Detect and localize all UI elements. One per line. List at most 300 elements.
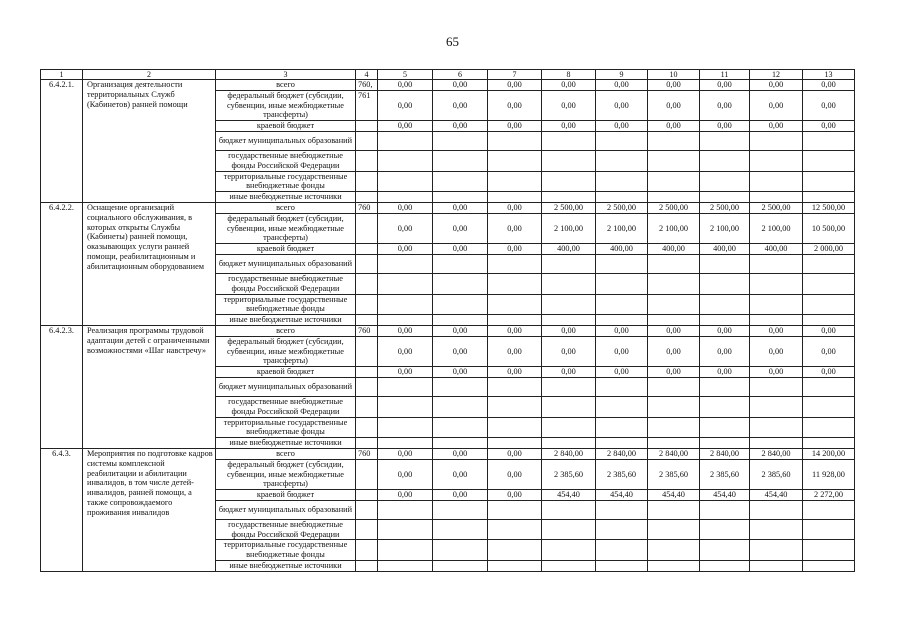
- amount-col-10: [648, 417, 700, 438]
- funding-source: иные внебюджетные источники: [216, 315, 356, 326]
- amount-col-7: 0,00: [488, 80, 542, 91]
- column-4-code: [356, 367, 378, 378]
- amount-col-10: [648, 294, 700, 315]
- funding-source: федеральный бюджет (субсидии, субвенции, иные межбюджетные трансферты): [216, 336, 356, 366]
- amount-col-13: 0,00: [803, 121, 855, 132]
- amount-col-12: 0,00: [750, 336, 803, 366]
- amount-col-6: 0,00: [433, 367, 488, 378]
- amount-col-13: [803, 438, 855, 449]
- amount-col-12: [750, 171, 803, 192]
- amount-col-10: [648, 519, 700, 540]
- amount-col-5: [378, 396, 433, 417]
- amount-col-8: [542, 150, 596, 171]
- column-4-code: 760: [356, 448, 378, 459]
- amount-col-9: [596, 254, 648, 273]
- amount-col-13: [803, 315, 855, 326]
- column-4-code: [356, 131, 378, 150]
- amount-col-7: 0,00: [488, 202, 542, 213]
- amount-col-5: [378, 438, 433, 449]
- amount-col-11: 2 500,00: [700, 202, 750, 213]
- funding-source: государственные внебюджетные фонды Российской Федерации: [216, 150, 356, 171]
- amount-col-5: 0,00: [378, 459, 433, 489]
- amount-col-11: [700, 294, 750, 315]
- amount-col-5: 0,00: [378, 448, 433, 459]
- amount-col-13: [803, 294, 855, 315]
- budget-table: [40, 69, 855, 572]
- measure-name: Оснащение организаций социального обслуживания, в которых открыты Службы (Кабинеты) ранней помощи, оказывающих услуги ранней помощи, реабилитационным и абилитационным оборудованием: [83, 202, 216, 325]
- header-cell-4: 4: [356, 70, 378, 80]
- amount-col-5: [378, 377, 433, 396]
- column-4-code: 761: [356, 90, 378, 120]
- amount-col-6: 0,00: [433, 202, 488, 213]
- amount-col-11: [700, 540, 750, 561]
- header-cell-3: 3: [216, 70, 356, 80]
- column-4-code: 760,: [356, 80, 378, 91]
- amount-col-6: [433, 561, 488, 572]
- amount-col-6: [433, 396, 488, 417]
- measure-code: 6.4.2.3.: [41, 325, 83, 448]
- amount-col-8: 0,00: [542, 367, 596, 378]
- amount-col-12: 0,00: [750, 367, 803, 378]
- amount-col-10: [648, 192, 700, 203]
- amount-col-6: 0,00: [433, 244, 488, 255]
- funding-source: территориальные государственные внебюджетные фонды: [216, 417, 356, 438]
- amount-col-11: 454,40: [700, 490, 750, 501]
- amount-col-7: [488, 561, 542, 572]
- amount-col-10: [648, 315, 700, 326]
- amount-col-8: [542, 377, 596, 396]
- amount-col-10: 2 385,60: [648, 459, 700, 489]
- amount-col-8: [542, 131, 596, 150]
- amount-col-11: [700, 254, 750, 273]
- amount-col-13: 0,00: [803, 336, 855, 366]
- amount-col-13: [803, 396, 855, 417]
- amount-col-13: [803, 540, 855, 561]
- amount-col-6: 0,00: [433, 490, 488, 501]
- funding-source: федеральный бюджет (субсидии, субвенции, иные межбюджетные трансферты): [216, 213, 356, 243]
- amount-col-9: [596, 417, 648, 438]
- amount-col-10: [648, 131, 700, 150]
- amount-col-7: [488, 377, 542, 396]
- amount-col-9: 0,00: [596, 90, 648, 120]
- header-cell-13: 13: [803, 70, 855, 80]
- funding-source: бюджет муниципальных образований: [216, 500, 356, 519]
- table-row: [41, 202, 855, 213]
- page-number: 65: [446, 34, 459, 49]
- amount-col-8: [542, 417, 596, 438]
- amount-col-6: 0,00: [433, 459, 488, 489]
- amount-col-6: 0,00: [433, 80, 488, 91]
- amount-col-7: 0,00: [488, 121, 542, 132]
- amount-col-12: 454,40: [750, 490, 803, 501]
- column-4-code: [356, 171, 378, 192]
- amount-col-9: 454,40: [596, 490, 648, 501]
- amount-col-13: 0,00: [803, 80, 855, 91]
- amount-col-6: [433, 315, 488, 326]
- amount-col-10: [648, 500, 700, 519]
- amount-col-8: 0,00: [542, 336, 596, 366]
- funding-source: краевой бюджет: [216, 244, 356, 255]
- funding-source: всего: [216, 325, 356, 336]
- amount-col-8: [542, 500, 596, 519]
- amount-col-5: [378, 273, 433, 294]
- amount-col-9: 400,00: [596, 244, 648, 255]
- amount-col-5: 0,00: [378, 90, 433, 120]
- amount-col-6: [433, 500, 488, 519]
- amount-col-8: [542, 254, 596, 273]
- amount-col-6: [433, 294, 488, 315]
- amount-col-13: [803, 377, 855, 396]
- funding-source: бюджет муниципальных образований: [216, 254, 356, 273]
- amount-col-7: 0,00: [488, 244, 542, 255]
- amount-col-8: 0,00: [542, 90, 596, 120]
- amount-col-12: [750, 294, 803, 315]
- amount-col-8: 454,40: [542, 490, 596, 501]
- amount-col-5: 0,00: [378, 490, 433, 501]
- amount-col-9: 0,00: [596, 325, 648, 336]
- amount-col-6: [433, 150, 488, 171]
- amount-col-12: 2 100,00: [750, 213, 803, 243]
- amount-col-11: 2 100,00: [700, 213, 750, 243]
- amount-col-6: 0,00: [433, 336, 488, 366]
- column-4-code: [356, 490, 378, 501]
- amount-col-9: 0,00: [596, 121, 648, 132]
- amount-col-7: [488, 438, 542, 449]
- amount-col-5: 0,00: [378, 213, 433, 243]
- measure-code: 6.4.3.: [41, 448, 83, 571]
- amount-col-12: [750, 438, 803, 449]
- amount-col-12: 2 840,00: [750, 448, 803, 459]
- funding-source: краевой бюджет: [216, 121, 356, 132]
- column-4-code: 760: [356, 325, 378, 336]
- funding-source: краевой бюджет: [216, 367, 356, 378]
- amount-col-10: [648, 377, 700, 396]
- amount-col-12: 2 500,00: [750, 202, 803, 213]
- amount-col-11: [700, 500, 750, 519]
- header-cell-9: 9: [596, 70, 648, 80]
- amount-col-8: 2 500,00: [542, 202, 596, 213]
- amount-col-11: [700, 273, 750, 294]
- amount-col-12: [750, 540, 803, 561]
- amount-col-10: [648, 438, 700, 449]
- amount-col-5: [378, 171, 433, 192]
- amount-col-12: [750, 396, 803, 417]
- funding-source: территориальные государственные внебюджетные фонды: [216, 540, 356, 561]
- amount-col-13: [803, 254, 855, 273]
- amount-col-11: [700, 519, 750, 540]
- measure-name: Мероприятия по подготовке кадров системы комплексной реабилитации и абилитации инвалидов, в том числе детей-инвалидов, ранней помощи, а также сопровождаемого проживания инвалидов: [83, 448, 216, 571]
- funding-source: государственные внебюджетные фонды Российской Федерации: [216, 396, 356, 417]
- amount-col-9: [596, 396, 648, 417]
- amount-col-10: [648, 171, 700, 192]
- amount-col-9: 2 500,00: [596, 202, 648, 213]
- column-4-code: [356, 540, 378, 561]
- amount-col-12: 2 385,60: [750, 459, 803, 489]
- amount-col-8: 0,00: [542, 325, 596, 336]
- amount-col-12: [750, 192, 803, 203]
- header-cell-5: 5: [378, 70, 433, 80]
- amount-col-9: [596, 315, 648, 326]
- amount-col-5: [378, 254, 433, 273]
- amount-col-10: [648, 540, 700, 561]
- amount-col-5: 0,00: [378, 336, 433, 366]
- funding-source: бюджет муниципальных образований: [216, 131, 356, 150]
- amount-col-11: 2 840,00: [700, 448, 750, 459]
- amount-col-8: 2 840,00: [542, 448, 596, 459]
- amount-col-5: [378, 540, 433, 561]
- table-body: [41, 70, 855, 572]
- amount-col-13: 0,00: [803, 90, 855, 120]
- column-4-code: [356, 377, 378, 396]
- amount-col-8: 400,00: [542, 244, 596, 255]
- amount-col-11: 0,00: [700, 367, 750, 378]
- amount-col-12: [750, 315, 803, 326]
- amount-col-5: 0,00: [378, 80, 433, 91]
- funding-source: иные внебюджетные источники: [216, 192, 356, 203]
- amount-col-6: [433, 192, 488, 203]
- amount-col-6: [433, 377, 488, 396]
- amount-col-11: 0,00: [700, 121, 750, 132]
- amount-col-8: [542, 540, 596, 561]
- amount-col-12: 0,00: [750, 90, 803, 120]
- amount-col-7: [488, 254, 542, 273]
- amount-col-6: 0,00: [433, 213, 488, 243]
- amount-col-5: [378, 131, 433, 150]
- amount-col-8: 0,00: [542, 121, 596, 132]
- amount-col-7: 0,00: [488, 448, 542, 459]
- amount-col-13: [803, 131, 855, 150]
- amount-col-10: 400,00: [648, 244, 700, 255]
- amount-col-5: [378, 417, 433, 438]
- amount-col-9: [596, 519, 648, 540]
- amount-col-9: [596, 171, 648, 192]
- amount-col-11: [700, 438, 750, 449]
- amount-col-9: [596, 273, 648, 294]
- column-4-code: [356, 438, 378, 449]
- amount-col-5: [378, 500, 433, 519]
- amount-col-6: [433, 171, 488, 192]
- amount-col-9: 0,00: [596, 336, 648, 366]
- column-4-code: [356, 121, 378, 132]
- amount-col-13: [803, 519, 855, 540]
- amount-col-8: [542, 396, 596, 417]
- amount-col-7: [488, 273, 542, 294]
- amount-col-7: [488, 500, 542, 519]
- amount-col-8: [542, 315, 596, 326]
- amount-col-8: 2 100,00: [542, 213, 596, 243]
- amount-col-12: 400,00: [750, 244, 803, 255]
- amount-col-13: [803, 417, 855, 438]
- column-4-code: [356, 396, 378, 417]
- amount-col-13: 10 500,00: [803, 213, 855, 243]
- amount-col-5: 0,00: [378, 121, 433, 132]
- amount-col-8: [542, 294, 596, 315]
- amount-col-7: 0,00: [488, 90, 542, 120]
- column-4-code: [356, 459, 378, 489]
- amount-col-10: [648, 396, 700, 417]
- funding-source: всего: [216, 448, 356, 459]
- column-4-code: [356, 254, 378, 273]
- amount-col-13: 0,00: [803, 325, 855, 336]
- amount-col-13: [803, 273, 855, 294]
- table-row: [41, 80, 855, 91]
- amount-col-5: 0,00: [378, 367, 433, 378]
- column-4-code: [356, 273, 378, 294]
- amount-col-6: 0,00: [433, 448, 488, 459]
- amount-col-9: 0,00: [596, 80, 648, 91]
- amount-col-7: [488, 396, 542, 417]
- funding-source: всего: [216, 80, 356, 91]
- amount-col-8: 2 385,60: [542, 459, 596, 489]
- amount-col-12: [750, 417, 803, 438]
- amount-col-10: 0,00: [648, 121, 700, 132]
- amount-col-11: [700, 417, 750, 438]
- amount-col-9: [596, 377, 648, 396]
- amount-col-13: 14 200,00: [803, 448, 855, 459]
- amount-col-5: [378, 315, 433, 326]
- amount-col-7: [488, 192, 542, 203]
- funding-source: краевой бюджет: [216, 490, 356, 501]
- amount-col-10: 0,00: [648, 367, 700, 378]
- amount-col-11: 0,00: [700, 336, 750, 366]
- funding-source: бюджет муниципальных образований: [216, 377, 356, 396]
- amount-col-8: [542, 519, 596, 540]
- amount-col-10: [648, 561, 700, 572]
- amount-col-12: [750, 377, 803, 396]
- amount-col-5: [378, 192, 433, 203]
- funding-source: иные внебюджетные источники: [216, 561, 356, 572]
- amount-col-5: [378, 294, 433, 315]
- amount-col-9: 0,00: [596, 367, 648, 378]
- amount-col-10: 0,00: [648, 325, 700, 336]
- amount-col-7: [488, 294, 542, 315]
- amount-col-8: [542, 561, 596, 572]
- amount-col-13: 11 928,00: [803, 459, 855, 489]
- amount-col-6: 0,00: [433, 90, 488, 120]
- amount-col-11: [700, 192, 750, 203]
- amount-col-12: [750, 150, 803, 171]
- amount-col-10: 2 840,00: [648, 448, 700, 459]
- amount-col-13: [803, 500, 855, 519]
- amount-col-6: 0,00: [433, 121, 488, 132]
- amount-col-11: [700, 396, 750, 417]
- amount-col-10: [648, 273, 700, 294]
- amount-col-13: 2 272,00: [803, 490, 855, 501]
- amount-col-11: 2 385,60: [700, 459, 750, 489]
- amount-col-8: [542, 438, 596, 449]
- header-cell-1: 1: [41, 70, 83, 80]
- amount-col-13: [803, 171, 855, 192]
- amount-col-10: [648, 150, 700, 171]
- amount-col-6: [433, 438, 488, 449]
- amount-col-9: [596, 438, 648, 449]
- funding-source: государственные внебюджетные фонды Российской Федерации: [216, 273, 356, 294]
- funding-source: государственные внебюджетные фонды Российской Федерации: [216, 519, 356, 540]
- amount-col-6: [433, 417, 488, 438]
- amount-col-7: 0,00: [488, 490, 542, 501]
- amount-col-8: [542, 171, 596, 192]
- amount-col-5: [378, 561, 433, 572]
- funding-source: всего: [216, 202, 356, 213]
- amount-col-9: 2 100,00: [596, 213, 648, 243]
- amount-col-8: [542, 273, 596, 294]
- amount-col-10: 2 100,00: [648, 213, 700, 243]
- amount-col-11: [700, 150, 750, 171]
- amount-col-9: [596, 192, 648, 203]
- amount-col-12: [750, 131, 803, 150]
- header-cell-10: 10: [648, 70, 700, 80]
- amount-col-8: 0,00: [542, 80, 596, 91]
- amount-col-7: [488, 315, 542, 326]
- amount-col-11: 0,00: [700, 325, 750, 336]
- amount-col-12: 0,00: [750, 325, 803, 336]
- amount-col-7: [488, 519, 542, 540]
- funding-source: федеральный бюджет (субсидии, субвенции, иные межбюджетные трансферты): [216, 459, 356, 489]
- amount-col-12: [750, 519, 803, 540]
- column-4-code: [356, 561, 378, 572]
- table-row: [41, 448, 855, 459]
- measure-code: 6.4.2.1.: [41, 80, 83, 203]
- measure-code: 6.4.2.2.: [41, 202, 83, 325]
- amount-col-7: [488, 131, 542, 150]
- amount-col-5: 0,00: [378, 244, 433, 255]
- amount-col-7: 0,00: [488, 336, 542, 366]
- column-4-code: [356, 244, 378, 255]
- amount-col-7: 0,00: [488, 325, 542, 336]
- amount-col-11: [700, 561, 750, 572]
- measure-name: Реализация программы трудовой адаптации детей с ограниченными возможностями «Шаг навстречу»: [83, 325, 216, 448]
- amount-col-6: [433, 254, 488, 273]
- column-4-code: 760: [356, 202, 378, 213]
- amount-col-11: [700, 315, 750, 326]
- amount-col-12: 0,00: [750, 121, 803, 132]
- header-cell-12: 12: [750, 70, 803, 80]
- amount-col-13: 2 000,00: [803, 244, 855, 255]
- amount-col-12: 0,00: [750, 80, 803, 91]
- amount-col-13: 12 500,00: [803, 202, 855, 213]
- amount-col-13: 0,00: [803, 367, 855, 378]
- amount-col-5: [378, 519, 433, 540]
- amount-col-12: [750, 273, 803, 294]
- funding-source: федеральный бюджет (субсидии, субвенции, иные межбюджетные трансферты): [216, 90, 356, 120]
- amount-col-7: 0,00: [488, 367, 542, 378]
- funding-source: территориальные государственные внебюджетные фонды: [216, 171, 356, 192]
- amount-col-9: [596, 540, 648, 561]
- header-cell-6: 6: [433, 70, 488, 80]
- funding-source: территориальные государственные внебюджетные фонды: [216, 294, 356, 315]
- header-cell-7: 7: [488, 70, 542, 80]
- amount-col-10: 0,00: [648, 90, 700, 120]
- amount-col-12: [750, 254, 803, 273]
- amount-col-12: [750, 500, 803, 519]
- header-cell-8: 8: [542, 70, 596, 80]
- amount-col-9: [596, 131, 648, 150]
- amount-col-7: 0,00: [488, 213, 542, 243]
- amount-col-12: [750, 561, 803, 572]
- column-4-code: [356, 192, 378, 203]
- amount-col-13: [803, 192, 855, 203]
- header-cell-11: 11: [700, 70, 750, 80]
- amount-col-8: [542, 192, 596, 203]
- header-row: [41, 70, 855, 80]
- amount-col-9: [596, 294, 648, 315]
- amount-col-5: [378, 150, 433, 171]
- amount-col-11: 400,00: [700, 244, 750, 255]
- amount-col-11: 0,00: [700, 90, 750, 120]
- amount-col-6: [433, 131, 488, 150]
- amount-col-9: [596, 500, 648, 519]
- amount-col-11: [700, 131, 750, 150]
